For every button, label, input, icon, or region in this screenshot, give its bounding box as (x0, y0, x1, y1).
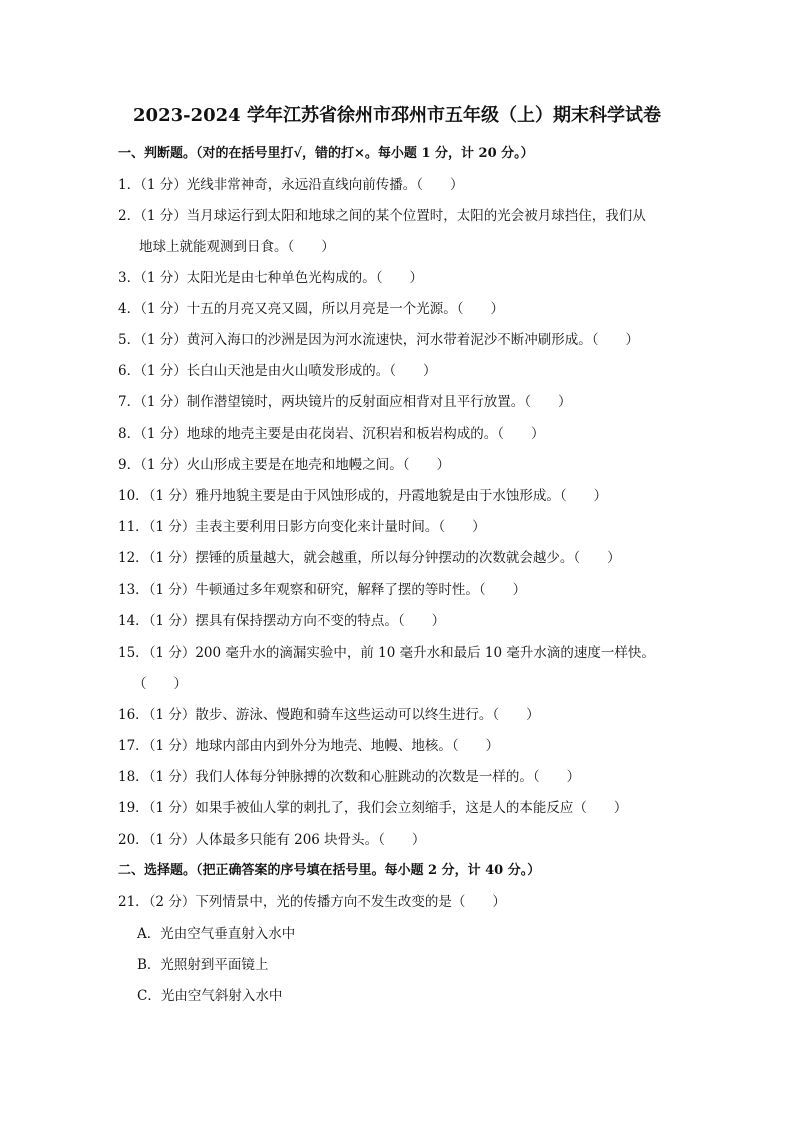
question-16 (118, 705, 540, 725)
question-text: （1 分）十五的月亮又亮又圆，所以月亮是一个光源。（ ） (140, 301, 504, 317)
question-text: （1 分）如果手被仙人掌的刺扎了，我们会立刻缩手，这是人的本能反应（ ） (148, 800, 628, 816)
question-number: 15． (118, 645, 149, 661)
question-text: （1 分）地球的地壳主要是由花岗岩、沉积岩和板岩构成的。（ ） (140, 426, 545, 442)
question-number: 20． (118, 832, 149, 848)
question-15 (118, 643, 655, 663)
question-3 (118, 268, 423, 288)
question-2 (118, 206, 646, 226)
question-text: （1 分）200 毫升水的滴漏实验中，前 10 毫升水和最后 10 毫升水滴的速度一样快。 (148, 645, 655, 661)
option-c: C．光由空气斜射入水中 (137, 988, 283, 1004)
question-9 (118, 455, 450, 475)
question-text: （1 分）我们人体每分钟脉搏的次数和心脏跳动的次数是一样的。（ ） (148, 769, 581, 785)
question-5 (118, 330, 639, 350)
question-number: 12． (118, 550, 149, 566)
question-text: （1 分）黄河入海口的沙洲是因为河水流速快，河水带着泥沙不断冲刷形成。（ ） (140, 332, 639, 348)
question-number: 10． (118, 488, 149, 504)
question-6 (118, 361, 436, 381)
question-text: （1 分）当月球运行到太阳和地球之间的某个位置时，太阳的光会被月球挡住，我们从 (140, 208, 646, 224)
section-heading-multiple-choice: 二、选择题。（把正确答案的序号填在括号里。每小题 2 分，计 40 分。） (118, 863, 541, 878)
question-number: 2． (118, 208, 141, 224)
question-number: 21． (118, 894, 149, 910)
question-number: 16． (118, 707, 149, 723)
question-number: 11． (118, 519, 149, 535)
question-text: （1 分）火山形成主要是在地壳和地幔之间。（ ） (140, 457, 450, 473)
question-number: 9． (118, 457, 141, 473)
question-number: 8． (118, 426, 141, 442)
question-text: （2 分）下列情景中，光的传播方向不发生改变的是（ ） (148, 894, 506, 910)
question-text: （1 分）散步、游泳、慢跑和骑车这些运动可以终生进行。（ ） (148, 707, 540, 723)
question-text: （1 分）雅丹地貌主要是由于风蚀形成的，丹霞地貌是由于水蚀形成。（ ） (148, 488, 608, 504)
question-number: 7． (118, 394, 141, 410)
question-1 (118, 175, 463, 195)
option-b: B．光照射到平面镜上 (137, 957, 269, 973)
question-text: （1 分）制作潜望镜时，两块镜片的反射面应相背对且平行放置。（ ） (140, 394, 572, 410)
question-text: （1 分）光线非常神奇，永远沿直线向前传播。（ ） (140, 177, 464, 193)
question-text: （1 分）圭表主要利用日影方向变化来计量时间。（ ） (148, 519, 486, 535)
option-a: A．光由空气垂直射入水中 (137, 926, 296, 942)
question-number: 3． (118, 270, 141, 286)
question-13 (118, 580, 526, 600)
question-19 (118, 798, 627, 818)
question-18 (118, 767, 580, 787)
question-number: 4． (118, 301, 141, 317)
question-number: 17． (118, 738, 149, 754)
question-number: 19． (118, 800, 149, 816)
question-number: 1． (118, 177, 141, 193)
exam-title: 2023-2024 学年江苏省徐州市邳州市五年级（上）期末科学试卷 (133, 105, 661, 126)
question-11 (118, 517, 486, 537)
question-21 (118, 892, 506, 912)
question-14 (118, 611, 445, 631)
question-number: 6． (118, 363, 141, 379)
question-2-continuation: 地球上就能观测到日食。（ ） (139, 239, 335, 255)
question-8 (118, 424, 544, 444)
question-text: （1 分）摆具有保持摆动方向不变的特点。（ ） (148, 613, 446, 629)
question-15-continuation: （ ） (133, 676, 187, 692)
question-4 (118, 299, 504, 319)
question-number: 13． (118, 582, 149, 598)
section-heading-true-false: 一、判断题。（对的在括号里打√，错的打×。每小题 1 分，计 20 分。） (118, 146, 534, 161)
question-text: （1 分）长白山天池是由火山喷发形成的。（ ） (140, 363, 437, 379)
question-10 (118, 486, 607, 506)
question-text: （1 分）太阳光是由七种单色光构成的。（ ） (140, 270, 423, 286)
question-text: （1 分）地球内部由内到外分为地壳、地幔、地核。（ ） (148, 738, 500, 754)
question-number: 18． (118, 769, 149, 785)
question-17 (118, 736, 499, 756)
question-number: 5． (118, 332, 141, 348)
question-text: （1 分）摆锤的质量越大，就会越重，所以每分钟摆动的次数就会越少。（ ） (148, 550, 621, 566)
question-20 (118, 830, 425, 850)
question-number: 14． (118, 613, 149, 629)
question-text: （1 分）牛顿通过多年观察和研究，解释了摆的等时性。（ ） (148, 582, 527, 598)
question-7 (118, 392, 571, 412)
question-12 (118, 548, 621, 568)
question-text: （1 分）人体最多只能有 206 块骨头。（ ） (148, 832, 426, 848)
